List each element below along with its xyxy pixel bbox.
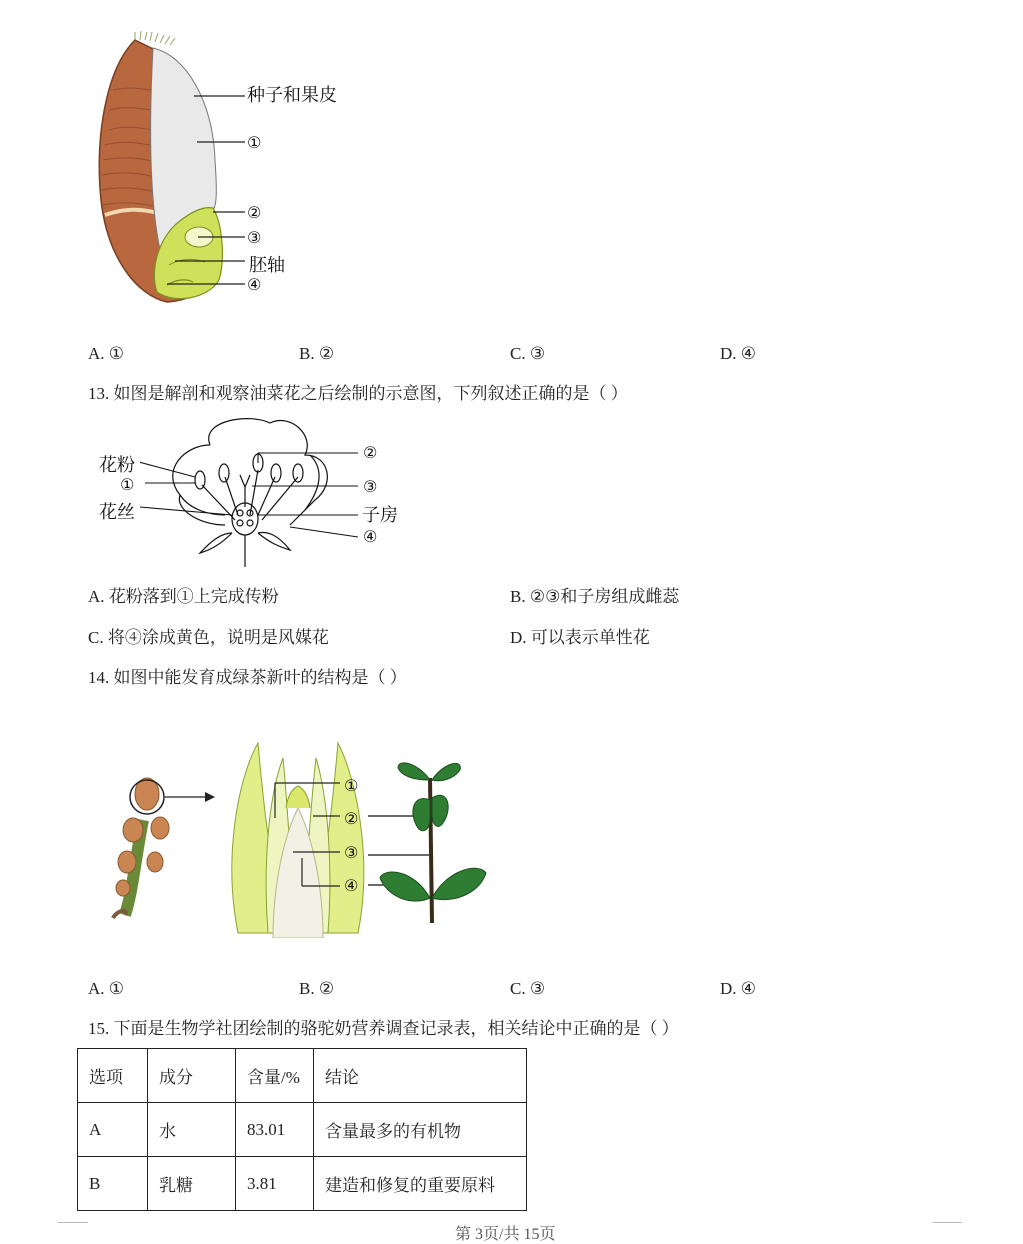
label-q12-2: ② bbox=[247, 203, 262, 222]
page-corner-left bbox=[58, 1222, 88, 1241]
q15-question: 15. 下面是生物学社团绘制的骆驼奶营养调查记录表，相关结论中正确的是（ ） bbox=[88, 1019, 679, 1038]
label-q12-1: ① bbox=[247, 133, 262, 152]
label-q12-3: ③ bbox=[247, 228, 262, 247]
q14-option-b[interactable]: B. ② bbox=[299, 979, 335, 998]
label-q13-3: ③ bbox=[363, 477, 378, 496]
q14-question: 14. 如图中能发育成绿茶新叶的结构是（ ） bbox=[88, 668, 407, 687]
table-row bbox=[78, 1103, 527, 1157]
table-cell: B bbox=[78, 1157, 148, 1211]
table-row bbox=[78, 1157, 527, 1211]
table-header-row bbox=[78, 1049, 527, 1103]
table-cell: 乳糖 bbox=[148, 1157, 236, 1211]
table-cell: 水 bbox=[148, 1103, 236, 1157]
label-pollen: 花粉 bbox=[99, 455, 135, 476]
table-cell: 83.01 bbox=[236, 1103, 314, 1157]
q12-option-c[interactable]: C. ③ bbox=[510, 344, 546, 363]
q14-option-a[interactable]: A. ① bbox=[88, 979, 125, 998]
q12-option-d[interactable]: D. ④ bbox=[720, 344, 757, 363]
table-header-cell: 结论 bbox=[314, 1049, 527, 1103]
camel-milk-table bbox=[77, 1048, 527, 1211]
tea-bud-section bbox=[228, 738, 368, 938]
table-cell: A bbox=[78, 1103, 148, 1157]
label-ovary: 子房 bbox=[362, 505, 398, 526]
label-q14-2: ② bbox=[344, 809, 359, 828]
tea-branch-diagram bbox=[368, 758, 493, 928]
label-q13-4: ④ bbox=[363, 527, 378, 546]
tea-bud-photo bbox=[105, 770, 220, 920]
label-q14-1: ① bbox=[344, 776, 359, 795]
q13-option-c[interactable]: C. 将④涂成黄色，说明是风媒花 bbox=[88, 628, 329, 647]
label-q13-1: ① bbox=[120, 475, 135, 494]
flower-ovary bbox=[232, 503, 258, 535]
q12-option-b[interactable]: B. ② bbox=[299, 344, 335, 363]
table-header-cell: 成分 bbox=[148, 1049, 236, 1103]
q12-option-a[interactable]: A. ① bbox=[88, 344, 125, 363]
label-q13-2: ② bbox=[363, 443, 378, 462]
q13-option-d[interactable]: D. 可以表示单性花 bbox=[510, 628, 650, 647]
page-corner-right bbox=[932, 1222, 962, 1241]
label-q12-4: ④ bbox=[247, 275, 262, 294]
table-cell: 3.81 bbox=[236, 1157, 314, 1211]
q14-option-d[interactable]: D. ④ bbox=[720, 979, 757, 998]
table-header-cell: 选项 bbox=[78, 1049, 148, 1103]
table-cell: 建造和修复的重要原料 bbox=[314, 1157, 527, 1211]
label-seed-and-pericarp: 种子和果皮 bbox=[247, 85, 337, 106]
table-header-cell: 含量/% bbox=[236, 1049, 314, 1103]
q13-option-a[interactable]: A. 花粉落到①上完成传粉 bbox=[88, 587, 279, 606]
q14-option-c[interactable]: C. ③ bbox=[510, 979, 546, 998]
wheat-grain-diagram bbox=[95, 30, 275, 305]
page-footer: 第 3页/共 15页 bbox=[455, 1226, 556, 1243]
label-filament: 花丝 bbox=[99, 502, 135, 523]
rape-flower-diagram bbox=[140, 415, 370, 570]
q13-question: 13. 如图是解剖和观察油菜花之后绘制的示意图，下列叙述正确的是（ ） bbox=[88, 384, 628, 403]
label-q14-3: ③ bbox=[344, 843, 359, 862]
flower-petal bbox=[173, 419, 328, 525]
label-q14-4: ④ bbox=[344, 876, 359, 895]
q13-option-b[interactable]: B. ②③和子房组成雌蕊 bbox=[510, 587, 680, 606]
label-hypocotyl: 胚轴 bbox=[249, 255, 285, 276]
table-cell: 含量最多的有机物 bbox=[314, 1103, 527, 1157]
